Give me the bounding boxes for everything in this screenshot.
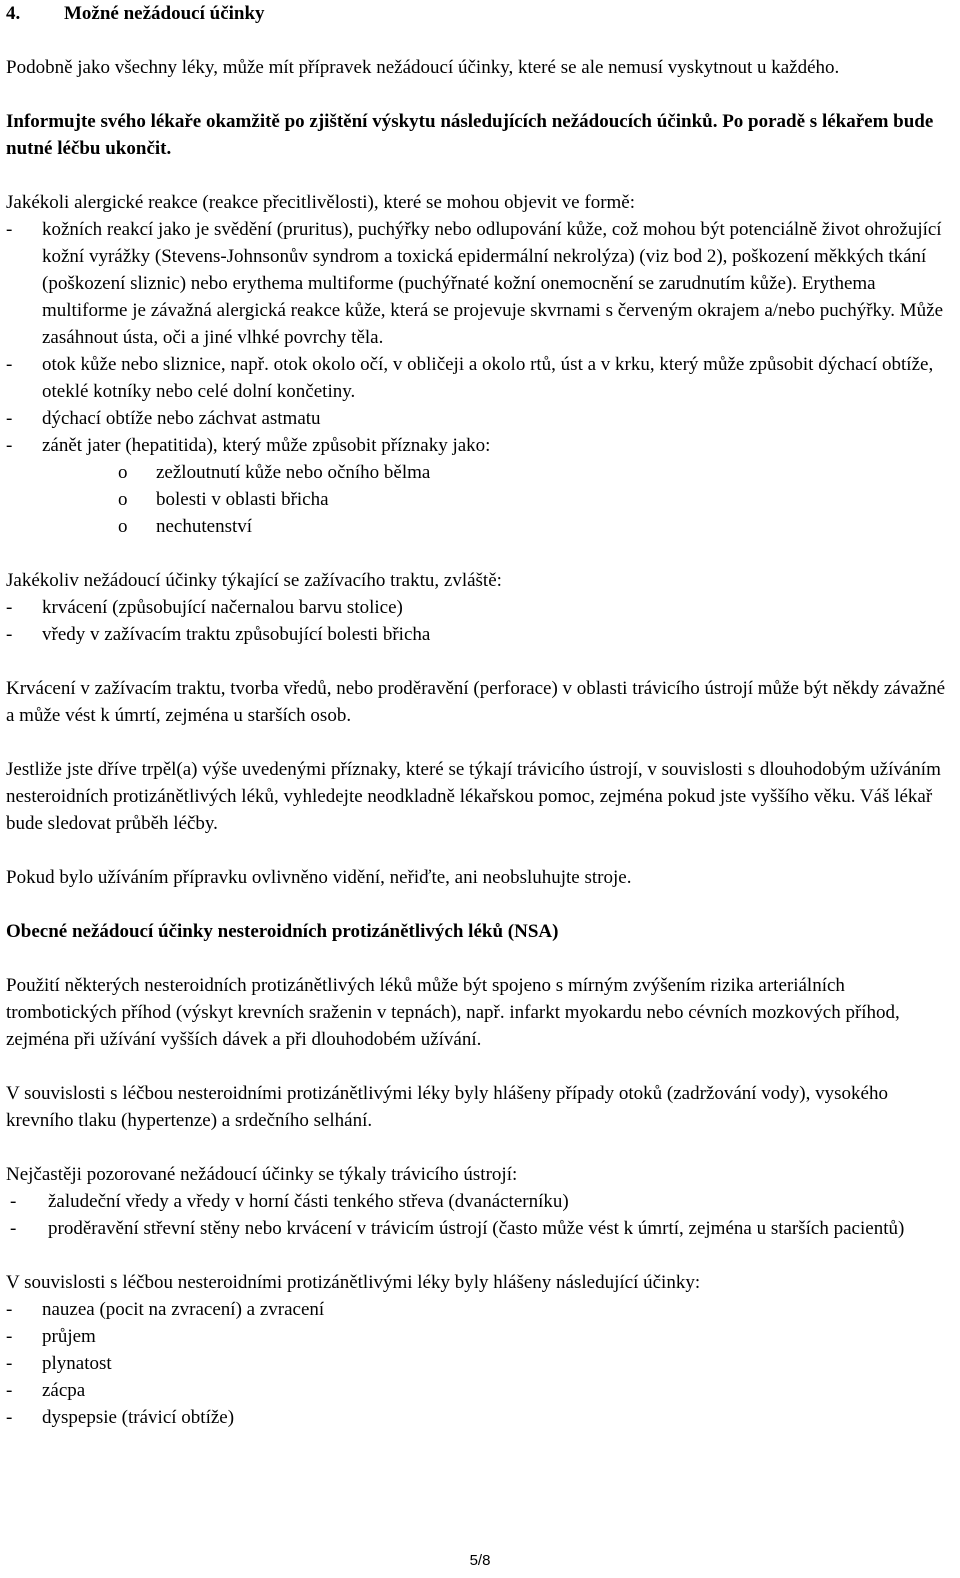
list-item-text: plynatost xyxy=(42,1353,112,1374)
warning-paragraph: Informujte svého lékaře okamžitě po zjištění výskytu následujících nežádoucích účinků. Po poradě s lékařem bude nutné léčbu ukončit. xyxy=(6,111,934,159)
list-item-text: kožních reakcí jako je svědění (pruritus), puchýřky nebo odlupování kůže, což mohou být potenciálně život ohrožující kožní vyrážky (Stevens-Johnsonův syndrom a toxická epidermální nekrolýza) (viz bod 2), poškození měkkých tkání (poškození sliznic) nebo erythema multiforme (puchýřnaté kožní onemocnění se zarudnutím kůže). Erythema multiforme je závažná alergická reakce kůže, která se projevuje skvrnami s červeným okrajem a/nebo puchýřky. Může zasáhnout ústa, oči a jiné vlhké povrchy těla. xyxy=(42,219,944,348)
dash-mark: - xyxy=(6,1380,13,1401)
list-item-text: proděravění střevní stěny nebo krvácení v trávicím ústrojí (často může vést k úmrtí, zejména u starších pacientů) xyxy=(48,1218,905,1239)
circle-mark: o xyxy=(118,489,128,510)
list-item xyxy=(6,594,952,621)
list-item-text: dýchací obtíže nebo záchvat astmatu xyxy=(42,408,321,429)
list-item-text: krvácení (způsobující načernalou barvu stolice) xyxy=(42,597,403,618)
list-item xyxy=(6,432,952,459)
list-item xyxy=(6,1377,952,1404)
nsa-heading: Obecné nežádoucí účinky nesteroidních protizánětlivých léků (NSA) xyxy=(6,921,559,942)
list-item-text: vředy v zažívacím traktu způsobující bolesti břicha xyxy=(42,624,431,645)
dash-mark: - xyxy=(6,435,13,456)
sub-list-item xyxy=(6,459,952,486)
intro-paragraph: Podobně jako všechny léky, může mít přípravek nežádoucí účinky, které se ale nemusí vyskytnout u každého. xyxy=(6,57,840,78)
list-item xyxy=(6,351,952,405)
dash-mark: - xyxy=(6,1407,13,1428)
list-item-text: žaludeční vředy a vředy v horní části tenkého střeva (dvanácterníku) xyxy=(48,1191,569,1212)
dash-mark: - xyxy=(10,1218,17,1239)
sub-list-item xyxy=(6,513,952,540)
dash-mark: - xyxy=(10,1191,17,1212)
reported-intro: V souvislosti s léčbou nesteroidními protizánětlivými léky byly hlášeny následující účinky: xyxy=(6,1272,701,1293)
list-item xyxy=(6,1296,952,1323)
common-intro: Nejčastěji pozorované nežádoucí účinky se týkaly trávicího ústrojí: xyxy=(6,1164,518,1185)
list-item xyxy=(6,1188,952,1215)
sub-list-item-text: nechutenství xyxy=(156,516,253,537)
list-item-text: otok kůže nebo sliznice, např. otok okolo očí, v obličeji a okolo rtů, úst a v krku, který může způsobit dýchací obtíže, oteklé kotníky nebo celé dolní končetiny. xyxy=(42,354,934,402)
dash-mark: - xyxy=(6,1353,13,1374)
allergy-intro: Jakékoli alergické reakce (reakce přecitlivělosti), které se mohou objevit ve formě: xyxy=(6,192,636,213)
nsa-paragraph-1: Použití některých nesteroidních protizánětlivých léků může být spojeno s mírným zvýšením rizika arteriálních trombotických příhod (výskyt krevních sraženin v tepnách), např. infarkt myokardu nebo cévních mozkových příhod, zejména při užívání vyšších dávek a při dlouhodobém užívání. xyxy=(6,975,900,1050)
list-item-text: dyspepsie (trávicí obtíže) xyxy=(42,1407,235,1428)
bleeding-paragraph: Krvácení v zažívacím traktu, tvorba vředů, nebo proděravění (perforace) v oblasti trávicího ústrojí může být někdy závažné a může vést k úmrtí, zejména u starších osob. xyxy=(6,678,946,726)
dash-mark: - xyxy=(6,1326,13,1347)
sub-list-item-text: bolesti v oblasti břicha xyxy=(156,489,329,510)
sub-list-item-text: zežloutnutí kůže nebo očního bělma xyxy=(156,462,431,483)
list-item xyxy=(6,1350,952,1377)
dash-mark: - xyxy=(6,597,13,618)
list-item xyxy=(6,1404,952,1431)
dash-mark: - xyxy=(6,354,13,375)
dash-mark: - xyxy=(6,624,13,645)
page-number: 5/8 xyxy=(469,1552,491,1569)
circle-mark: o xyxy=(118,516,128,537)
list-item-text: zácpa xyxy=(42,1380,86,1401)
section-heading xyxy=(6,0,952,27)
list-item xyxy=(6,621,952,648)
list-item-text: průjem xyxy=(42,1326,96,1347)
vision-paragraph: Pokud bylo užíváním přípravku ovlivněno vidění, neřiďte, ani neobsluhujte stroje. xyxy=(6,867,632,888)
list-item xyxy=(6,1323,952,1350)
list-item xyxy=(6,216,952,351)
dash-mark: - xyxy=(6,408,13,429)
sub-list-item xyxy=(6,486,952,513)
list-item-text: nauzea (pocit na zvracení) a zvracení xyxy=(42,1299,325,1320)
dash-mark: - xyxy=(6,219,13,240)
section-number: 4. xyxy=(6,3,21,24)
section-title: Možné nežádoucí účinky xyxy=(64,3,265,24)
list-item xyxy=(6,1215,952,1242)
history-paragraph: Jestliže jste dříve trpěl(a) výše uvedenými příznaky, které se týkají trávicího ústrojí, v souvislosti s dlouhodobým užíváním nesteroidních protizánětlivých léků, vyhledejte neodkladně lékařskou pomoc, zejména pokud jste vyššího věku. Váš lékař bude sledovat průběh léčby. xyxy=(6,759,941,834)
list-item-text: zánět jater (hepatitida), který může způsobit příznaky jako: xyxy=(42,435,491,456)
nsa-paragraph-2: V souvislosti s léčbou nesteroidními protizánětlivými léky byly hlášeny případy otoků (zadržování vody), vysokého krevního tlaku (hypertenze) a srdečního selhání. xyxy=(6,1083,888,1131)
dash-mark: - xyxy=(6,1299,13,1320)
gi-intro: Jakékoliv nežádoucí účinky týkající se zažívacího traktu, zvláště: xyxy=(6,570,502,591)
circle-mark: o xyxy=(118,462,128,483)
list-item xyxy=(6,405,952,432)
document-page xyxy=(6,0,952,1431)
